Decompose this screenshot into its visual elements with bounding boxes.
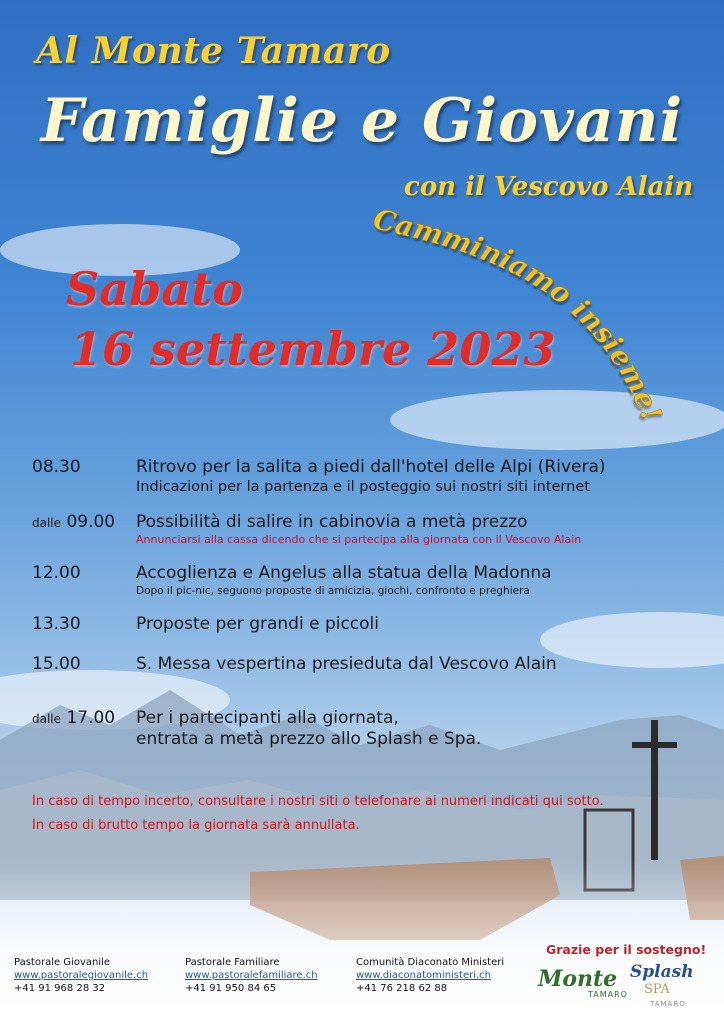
activity-title: Possibilità di salire in cabinovia a metà prezzo [136,512,528,532]
activity [136,614,379,635]
org-phone: +41 91 968 28 32 [14,983,106,994]
event-date: 16 settembre 2023 [70,322,556,376]
activity-title: Ritrovo per la salita a piedi dall'hotel delle Alpi (Rivera) [136,457,606,477]
activity [136,654,557,675]
event-day: Sabato [66,262,243,316]
activity-sub: Annunciarsi alla cassa dicendo che si partecipa alla giornata con il Vescovo Alain [136,533,582,546]
monte-tamaro-logo-sub: TAMARO [588,990,628,999]
org-link[interactable]: www.diaconatoministeri.ch [356,970,491,981]
org-link[interactable]: www.pastoralegiovanile.ch [14,970,149,981]
time: 15.00 [32,654,81,674]
cancellation-note: In caso di brutto tempo la giornata sarà annullata. [32,818,360,833]
activity-title: Accoglienza e Angelus alla statua della Madonna [136,563,552,583]
org-name: Comunità Diaconato Ministeri [356,957,505,968]
monte-tamaro-logo: Monte [538,966,618,992]
activity-sub: entrata a metà prezzo allo Splash e Spa. [136,729,482,749]
footer-contact [14,956,148,995]
splash-spa-logo: Splash [630,962,694,982]
org-link[interactable]: www.pastoralefamiliare.ch [185,970,318,981]
activity-title: Proposte per grandi e piccoli [136,614,379,634]
activity-sub: Indicazioni per la partenza e il posteggio sui nostri siti internet [136,479,590,495]
time: 08.30 [32,457,81,477]
page-title: Famiglie e Giovani [40,86,684,156]
footer-contact [356,956,504,995]
activity [136,457,606,496]
activity [136,708,481,750]
activity-title: S. Messa vespertina presieduta dal Vescovo Alain [136,654,557,674]
weather-note: In caso di tempo incerto, consultare i nostri siti o telefonare ai numeri indicati qui sotto. [32,794,604,809]
activity [136,512,581,547]
activity-sub: Dopo il pic-nic, seguono proposte di amicizia, giochi, confronto e preghiera [136,585,530,597]
org-name: Pastorale Giovanile [14,957,111,968]
org-name: Pastorale Familiare [185,957,280,968]
time: dalle 17.00 [32,708,116,728]
header-location: Al Monte Tamaro [36,30,391,72]
time: 13.30 [32,614,81,634]
org-phone: +41 91 950 84 65 [185,983,277,994]
time: 12.00 [32,563,81,583]
splash-spa-logo-spa: SPA [644,982,670,997]
activity-title: Per i partecipanti alla giornata, [136,708,399,728]
arc-slogan-text: Camminiamo insieme! [370,202,669,426]
time: dalle 09.00 [32,512,116,532]
svg-text:Camminiamo insieme! [370,203,668,426]
splash-spa-logo-sub: TAMARO [650,1000,686,1008]
header-subtitle: con il Vescovo Alain [404,172,694,202]
org-phone: +41 76 218 62 88 [356,983,448,994]
sponsor-thanks: Grazie per il sostegno! [546,942,707,957]
activity [136,563,552,598]
footer-contact [185,956,318,995]
